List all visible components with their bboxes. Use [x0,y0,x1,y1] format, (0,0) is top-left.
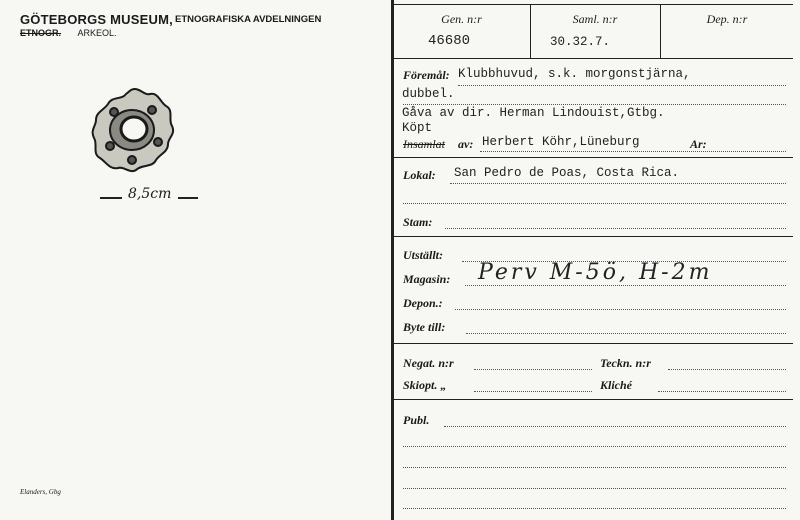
skiopt-label: Skiopt. „ [403,378,447,392]
purchased-note: Köpt [402,121,433,135]
teckn-label: Teckn. n:r [600,356,651,370]
lokal-label: Lokal: [403,168,436,182]
gen-value: 46680 [428,33,471,49]
printer-mark: Elanders, Gbg [20,488,61,496]
scale-measure [100,188,200,208]
lokal-value: San Pedro de Poas, Costa Rica. [454,166,680,180]
ar-label: Ar: [690,137,707,151]
struck-category: ETNOGR. [20,28,62,38]
rule-2 [393,157,793,158]
saml-label: Saml. n:r [572,12,618,26]
dep-label: Dep. n:r [706,12,748,26]
saml-value: 30.32.7. [550,35,611,49]
header-bottom-rule [393,58,793,59]
header-subline [20,28,117,38]
magasin-value: Perv M-5ö, H-2m [478,260,713,285]
header-divider-1 [530,4,531,58]
rule-5 [393,399,793,400]
foremal-value: Klubbhuvud, s.k. morgonstjärna, [458,67,691,81]
stam-label: Stam: [403,215,433,229]
foremal-value-2: dubbel. [402,87,455,101]
museum-name: GÖTEBORGS MUSEUM, [20,12,173,27]
card-left-border [391,0,394,520]
department-name: ETNOGRAFISKA AVDELNINGEN [175,14,322,25]
club-head-drawing [84,82,179,177]
kliche-label: Kliché [600,378,632,392]
depon-label: Depon.: [403,296,443,310]
gift-note: Gåva av dir. Herman Lindouist,Gtbg. [402,106,665,120]
gen-label: Gen. n:r [441,12,482,26]
foremal-label: Föremål: [403,68,450,82]
utstallt-label: Utställt: [403,248,444,262]
category-label: ARKEOL. [77,28,117,38]
magasin-label: Magasin: [403,272,451,286]
top-rule [393,4,793,5]
publ-label: Publ. [403,413,430,427]
rule-4 [393,343,793,344]
insamlat-label: Insamlat [403,137,445,151]
scale-label: 8,5cm [128,186,172,202]
av-label: av: [458,137,474,151]
byte-label: Byte till: [403,320,446,334]
header-divider-2 [660,4,661,58]
collector-value: Herbert Köhr,Lüneburg [482,135,640,149]
negat-label: Negat. n:r [403,356,454,370]
rule-3 [393,236,793,237]
